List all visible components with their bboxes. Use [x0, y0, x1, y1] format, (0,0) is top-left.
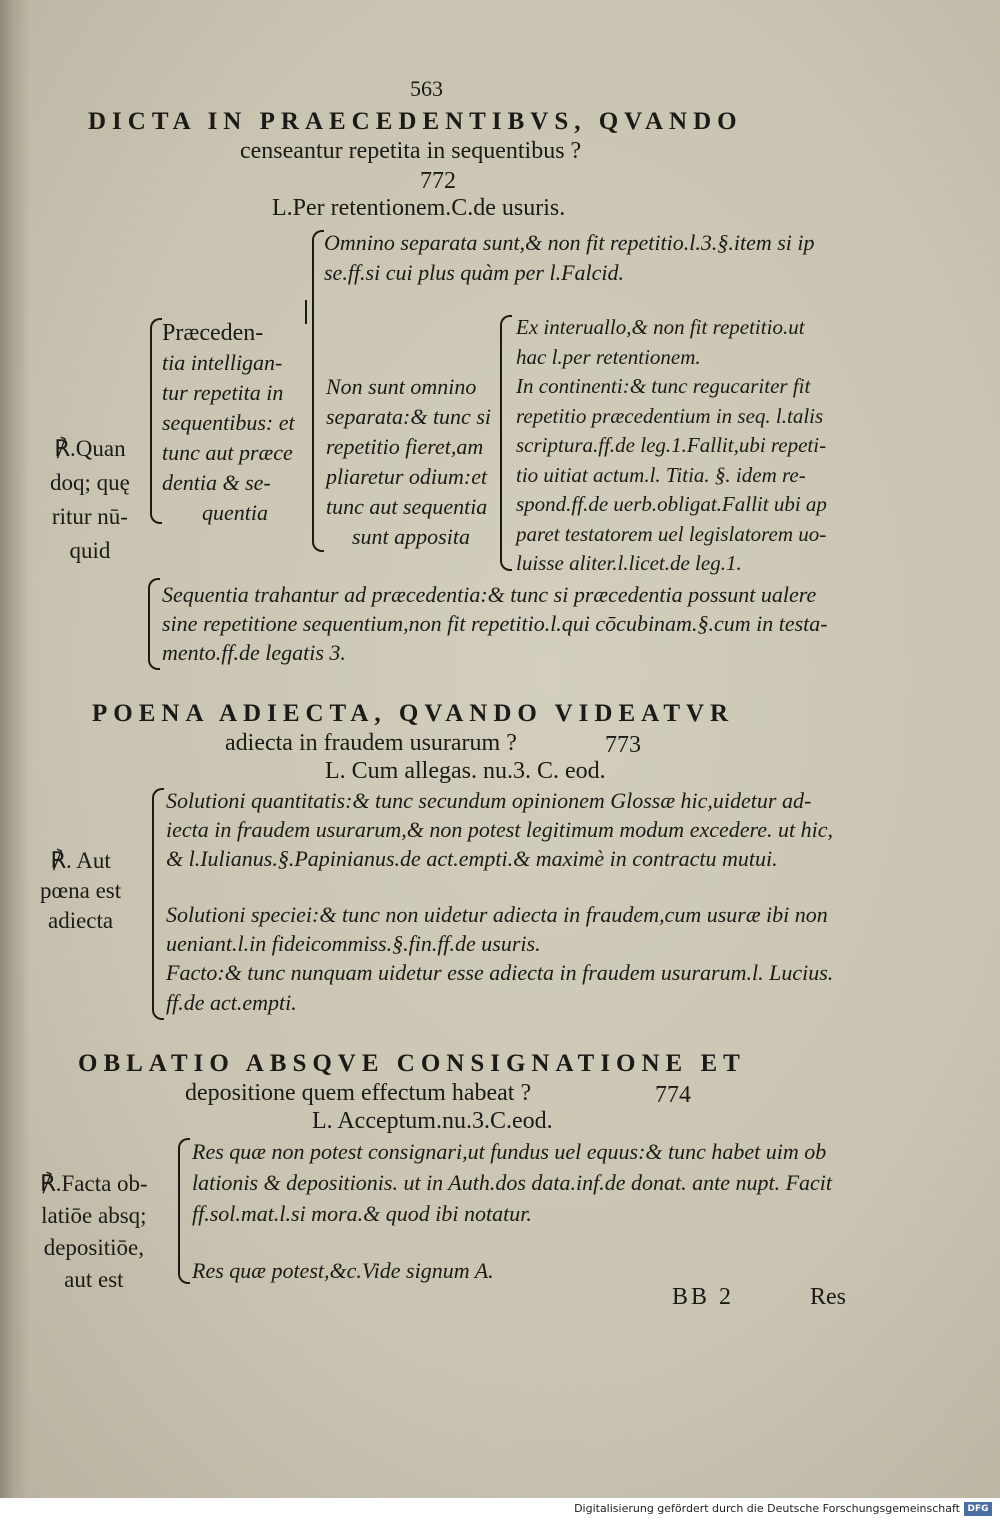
bracket-connector: [305, 300, 307, 324]
funding-notice: Digitalisierung gefördert durch die Deutsche Forschungsgemeinschaft: [574, 1502, 960, 1515]
page-gutter-shadow: [0, 0, 30, 1498]
section-2-heading: POENA ADIECTA, QVANDO VIDEATVR: [92, 700, 735, 727]
branch-line: tio uitiat actum.l. Titia. §. idem re-: [516, 462, 806, 487]
dfg-logo: DFG: [964, 1502, 992, 1516]
branch-sequentia: [162, 580, 828, 667]
branch-line: sequentibus: et: [162, 410, 295, 435]
item-line: Solutioni quantitatis:& tunc secundum opinionem Glossæ hic,uidetur ad-: [166, 788, 812, 813]
item-line: ff.sol.mat.l.si mora.& quod ibi notatur.: [192, 1201, 532, 1226]
branch-omnino: [324, 228, 815, 288]
item-line: Facto:& tunc nunquam uidetur esse adiecta in fraudem usurarum.l. Lucius.: [166, 960, 834, 985]
branch-line: tunc aut sequentia: [326, 494, 488, 519]
branch-line: tur repetita in: [162, 380, 284, 405]
section-2-heading-line2: adiecta in fraudem usurarum ?: [225, 730, 517, 756]
branch-line: se.ff.si cui plus quàm per l.Falcid.: [324, 260, 625, 285]
section-2-lex: L. Cum allegas. nu.3. C. eod.: [325, 758, 606, 784]
section-1-number: 772: [420, 168, 456, 194]
rubric-line: adiecta: [48, 908, 114, 933]
rubric-line: ritur nū-: [51, 504, 128, 529]
bracket-poena: [152, 788, 164, 1020]
branch-line: Omnino separata sunt,& non fit repetitio.l.3.§.item si ip: [324, 230, 815, 255]
rubric-line: depositiōe,: [43, 1235, 144, 1260]
section-2-number: 773: [605, 732, 641, 758]
item-line: ueniant.l.in fideicommiss.§.fin.ff.de usuris.: [166, 931, 541, 956]
branch-line: Præceden-: [162, 320, 264, 346]
bracket-interuallo: [500, 315, 512, 571]
section-3-item-2: [192, 1256, 494, 1286]
branch-line: repetitio præcedentium in seq. l.talis: [516, 403, 824, 428]
branch-line: In continenti:& tunc regucariter fit: [516, 374, 811, 398]
section-2-rubric: [40, 846, 121, 936]
branch-line: sunt apposita: [352, 524, 470, 549]
section-3-lex: L. Acceptum.nu.3.C.eod.: [312, 1108, 553, 1134]
section-1-lex: L.Per retentionem.C.de usuris.: [272, 195, 566, 221]
branch-line: paret testatorem uel legislatorem uo-: [516, 521, 827, 546]
branch-line: spond.ff.de uerb.obligat.Fallit ubi ap: [516, 492, 827, 516]
branch-line: quentia: [202, 500, 268, 525]
section-2-item-3: [166, 958, 833, 1018]
rubric-line: pœna est: [40, 878, 122, 903]
rubric-line: doq; quę: [50, 470, 130, 495]
item-line: Res quæ non potest consignari,ut fundus uel equus:& tunc habet uim ob: [192, 1139, 827, 1164]
section-1-heading: DICTA IN PRAECEDENTIBVS, QVANDO: [88, 108, 743, 135]
bracket-omnino: [312, 230, 324, 552]
item-line: ff.de act.empti.: [166, 990, 297, 1015]
section-3-heading-line2: depositione quem effectum habeat ?: [185, 1080, 532, 1106]
branch-line: repetitio fieret,am: [326, 434, 484, 459]
section-3-item-1: [192, 1136, 832, 1229]
rubric-line: ℟.Quan: [54, 436, 126, 461]
branch-line: Non sunt omnino: [326, 374, 477, 399]
branch-line: tia intelligan-: [162, 350, 283, 375]
item-line: iecta in fraudem usurarum,& non potest legitimum modum excedere. ut hic,: [166, 817, 834, 842]
bracket-sequentia: [148, 578, 160, 670]
item-line: Res quæ potest,&c.Vide signum A.: [192, 1258, 494, 1283]
section-2-item-1: [166, 786, 833, 873]
item-line: & l.Iulianus.§.Papinianus.de act.empti.& maximè in contractu mutui.: [166, 846, 778, 871]
item-line: lationis & depositionis. ut in Auth.dos data.inf.de donat. ante nupt. Facit: [192, 1170, 833, 1195]
branch-line: Ex interuallo,& non fit repetitio.ut: [516, 315, 805, 339]
page-number: 563: [410, 76, 443, 101]
rubric-line: aut est: [64, 1267, 124, 1292]
section-2-item-2: [166, 900, 828, 958]
bracket-oblatio: [178, 1138, 190, 1284]
bracket-praecedentia: [150, 318, 162, 524]
section-3-heading: OBLATIO ABSQVE CONSIGNATIONE ET: [78, 1050, 746, 1077]
branch-praecedentia: [162, 318, 295, 528]
branch-line: Sequentia trahantur ad præcedentia:& tunc si præcedentia possunt ualere: [162, 582, 817, 607]
item-line: Solutioni speciei:& tunc non uidetur adiecta in fraudem,cum usuræ ibi non: [166, 902, 828, 927]
section-1-rubric: [50, 432, 130, 568]
branch-line: pliaretur odium:et: [326, 464, 488, 489]
branch-line: sine repetitione sequentium,non fit repetitio.l.qui cōcubinam.§.cum in testa-: [162, 611, 828, 636]
rubric-line: quid: [69, 538, 111, 563]
branch-line: scriptura.ff.de leg.1.Fallit,ubi repeti-: [516, 433, 827, 457]
rubric-line: latiōe absq;: [41, 1203, 147, 1228]
catchword: Res: [810, 1284, 846, 1310]
branch-line: hac l.per retentionem.: [516, 344, 701, 369]
branch-non-sunt-omnino: [326, 372, 491, 552]
rubric-line: ℟.Facta ob-: [40, 1171, 148, 1196]
branch-line: separata:& tunc si: [326, 404, 491, 429]
branch-line: luisse aliter.l.licet.de leg.1.: [516, 551, 742, 575]
branch-line: mento.ff.de legatis 3.: [162, 640, 346, 665]
branch-interuallo-detail: [516, 313, 827, 579]
signature-mark: BB 2: [672, 1284, 735, 1310]
branch-line: dentia & se-: [162, 470, 271, 495]
section-3-rubric: [40, 1168, 148, 1296]
section-3-number: 774: [655, 1082, 691, 1108]
branch-line: tunc aut præce: [162, 440, 293, 465]
section-1-heading-line2: censeantur repetita in sequentibus ?: [240, 138, 582, 164]
rubric-line: ℟. Aut: [50, 848, 111, 873]
